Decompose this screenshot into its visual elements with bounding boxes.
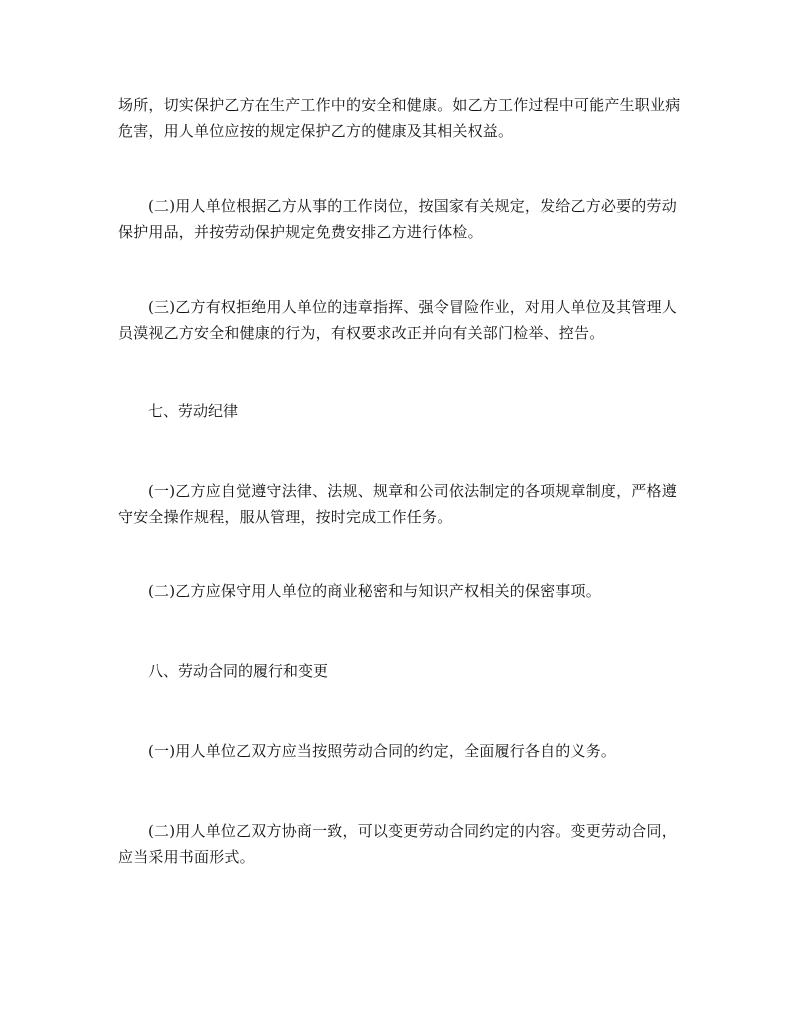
paragraph-contract-modification: (二)用人单位乙双方协商一致，可以变更劳动合同约定的内容。变更劳动合同，应当采用书面形式。 (118, 822, 677, 866)
section-heading-labor-discipline: 七、劳动纪律 (148, 402, 239, 420)
paragraph-observe-rules: (一)乙方应自觉遵守法律、法规、规章和公司依法制定的各项规章制度，严格遵守安全操作规程，服从管理，按时完成工作任务。 (118, 482, 677, 526)
paragraph-fulfill-obligations: (一)用人单位乙双方应当按照劳动合同的约定，全面履行各自的义务。 (148, 742, 617, 760)
paragraph-confidentiality: (二)乙方应保守用人单位的商业秘密和与知识产权相关的保密事项。 (148, 582, 601, 600)
section-heading-contract-performance: 八、劳动合同的履行和变更 (148, 662, 329, 680)
paragraph-workplace-safety: 场所，切实保护乙方在生产工作中的安全和健康。如乙方工作过程中可能产生职业病危害，用人单位应按的规定保护乙方的健康及其相关权益。 (118, 96, 681, 140)
paragraph-refuse-unsafe-orders: (三)乙方有权拒绝用人单位的违章指挥、强令冒险作业，对用人单位及其管理人员漠视乙方安全和健康的行为，有权要求改正并向有关部门检举、控告。 (118, 298, 677, 342)
paragraph-protective-equipment: (二)用人单位根据乙方从事的工作岗位，按国家有关规定，发给乙方必要的劳动保护用品，并按劳动保护规定免费安排乙方进行体检。 (118, 197, 677, 241)
